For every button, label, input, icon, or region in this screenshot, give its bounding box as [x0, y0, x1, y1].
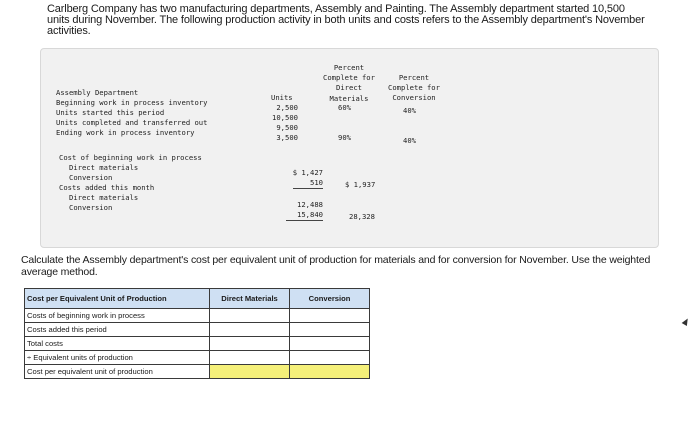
row-units: 10,500: [272, 113, 298, 122]
cost-label: Conversion: [69, 203, 113, 212]
row-label: Units completed and transferred out: [56, 118, 208, 127]
header-materials-line: Direct: [336, 83, 362, 93]
cost-total: $ 1,937: [345, 180, 376, 189]
row-units: 9,500: [276, 123, 298, 132]
materials-input[interactable]: [210, 365, 290, 379]
row-units: 3,500: [276, 133, 298, 142]
cost-label: Direct materials: [69, 193, 139, 202]
header-conversion-line: Complete for: [388, 83, 440, 93]
header-conversion: [379, 73, 449, 104]
cost-amount: 510: [293, 178, 323, 189]
header-materials: [309, 63, 389, 104]
table-row: [25, 323, 370, 337]
answer-table: [24, 288, 370, 379]
cost-label: Costs added this month: [59, 183, 155, 192]
row-label: ÷ Equivalent units of production: [25, 351, 210, 365]
conversion-input[interactable]: [290, 309, 370, 323]
row-conversion: 40%: [403, 136, 416, 145]
conversion-input[interactable]: [290, 323, 370, 337]
data-panel: [40, 48, 659, 248]
row-materials: 90%: [338, 133, 351, 142]
row-label: Costs added this period: [25, 323, 210, 337]
table-row: [25, 309, 370, 323]
cost-total: 28,328: [349, 212, 375, 221]
cost-label: Direct materials: [69, 163, 139, 172]
header-materials-line: Percent: [333, 63, 365, 72]
cost-title: Cost of beginning work in process: [59, 153, 202, 162]
materials-input[interactable]: [210, 337, 290, 351]
conversion-input[interactable]: [290, 365, 370, 379]
problem-intro: Carlberg Company has two manufacturing departments, Assembly and Painting. The Assembly department started 10,500 units during November. The following production activity in both units and costs refers to the Assembly department's November activities.: [47, 3, 645, 37]
answer-header-label: Cost per Equivalent Unit of Production: [25, 289, 210, 309]
row-label: Total costs: [25, 337, 210, 351]
mouse-cursor-icon: [682, 317, 691, 326]
row-materials: 60%: [338, 103, 351, 112]
row-label: Units started this period: [56, 108, 165, 117]
row-units: 2,500: [276, 103, 298, 112]
header-materials-line: Complete for: [323, 73, 375, 83]
row-label: Cost per equivalent unit of production: [25, 365, 210, 379]
table-row: [25, 337, 370, 351]
answer-header-conversion: Conversion: [290, 289, 370, 309]
cost-amount: $ 1,427: [292, 168, 323, 177]
cost-amount: 15,840: [286, 210, 323, 221]
materials-input[interactable]: [210, 309, 290, 323]
table-row: [25, 351, 370, 365]
materials-input[interactable]: [210, 351, 290, 365]
row-label: Ending work in process inventory: [56, 128, 195, 137]
answer-header-materials: Direct Materials: [210, 289, 290, 309]
row-label: Costs of beginning work in process: [25, 309, 210, 323]
section-title: Assembly Department: [56, 88, 139, 97]
row-label: Beginning work in process inventory: [56, 98, 208, 107]
table-row: [25, 365, 370, 379]
conversion-input[interactable]: [290, 351, 370, 365]
header-conversion-line: Conversion: [392, 93, 436, 103]
question-text: Calculate the Assembly department's cost per equivalent unit of production for materials and for conversion for November. Use the weighted average method.: [21, 254, 651, 278]
cost-amount: 12,488: [297, 200, 323, 209]
header-units: Units: [271, 93, 293, 102]
cost-label: Conversion: [69, 173, 113, 182]
conversion-input[interactable]: [290, 337, 370, 351]
row-conversion: 40%: [403, 106, 416, 115]
header-conversion-line: Percent: [398, 73, 430, 82]
answer-header-row: [25, 289, 370, 309]
header-materials-line: Materials: [329, 93, 369, 103]
materials-input[interactable]: [210, 323, 290, 337]
